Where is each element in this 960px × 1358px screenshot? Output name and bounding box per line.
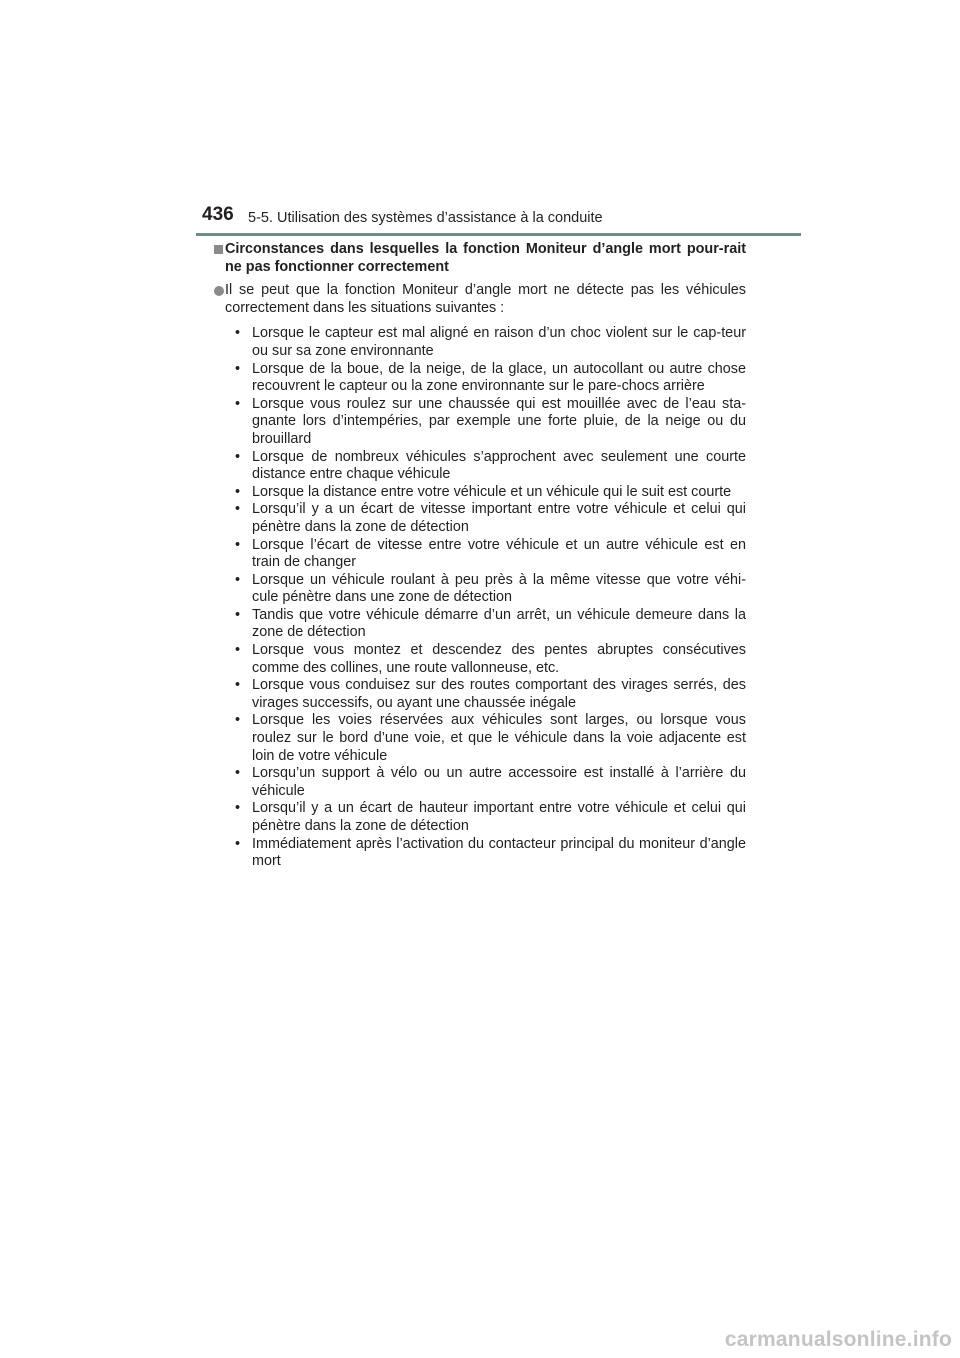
list-item-text: Lorsque l’écart de vitesse entre votre véhicule et un autre véhicule est en train de changer: [252, 536, 746, 571]
list-item: [235, 571, 746, 607]
list-item: [235, 765, 746, 800]
list-item-text: Lorsque le capteur est mal aligné en raison d’un choc violent sur le cap-teur ou sur sa zone environnante: [252, 325, 746, 359]
bullet-icon: •: [235, 677, 241, 694]
list-item-text: Lorsque vous montez et descendez des pentes abruptes consécutives comme des collines, une route vallonneuse, etc.: [252, 642, 746, 676]
bullet-icon: •: [235, 571, 241, 588]
bullet-icon: •: [235, 642, 241, 659]
list-item-text: Lorsqu’un support à vélo ou un autre accessoire est installé à l’arrière du véhicule: [252, 765, 746, 799]
list-item-text: Lorsque les voies réservées aux véhicules sont larges, ou lorsque vous roulez sur le bord d’une voie, et que le véhicule dans la voie adjacente est loin de votre véhicule: [252, 712, 746, 764]
list-item: [235, 448, 746, 484]
bullet-icon: •: [235, 448, 241, 465]
header-divider: [196, 233, 801, 236]
bullet-icon: •: [235, 606, 241, 623]
bullet-icon: •: [235, 712, 241, 729]
circle-bullet-icon: [214, 286, 224, 296]
intro-paragraph: [214, 282, 746, 317]
list-item-text: Lorsque vous roulez sur une chaussée qui est mouillée avec de l’eau sta-gnante lors d’intempéries, par exemple une forte pluie, de la neige ou du brouillard: [252, 395, 746, 447]
list-item-text: Lorsque de la boue, de la neige, de la glace, un autocollant ou autre chose recouvrent le capteur ou la zone environnante sur le pare-chocs arrière: [252, 360, 746, 395]
page-number: 436: [202, 204, 234, 225]
bullet-icon: •: [235, 765, 241, 782]
list-item: [235, 483, 746, 502]
list-item: [235, 395, 746, 449]
watermark-text: carmanualsonline.info: [724, 1328, 952, 1351]
square-bullet-icon: [214, 245, 223, 254]
bullet-icon: •: [235, 395, 241, 412]
bullet-icon: •: [235, 536, 241, 553]
list-item: [235, 606, 746, 642]
section-heading: [214, 241, 746, 276]
list-item: [235, 712, 746, 765]
list-item: [235, 800, 746, 835]
bullet-icon: •: [235, 325, 241, 342]
list-item: [235, 360, 746, 396]
bullet-icon: •: [235, 835, 241, 852]
chapter-title: 5-5. Utilisation des systèmes d’assistance à la conduite: [248, 210, 603, 226]
section-heading-text: Circonstances dans lesquelles la fonction Moniteur d’angle mort pour-rait ne pas fonctionner correctement: [225, 241, 746, 275]
list-item: [235, 501, 746, 536]
list-item-text: Lorsqu’il y a un écart de hauteur important entre votre véhicule et celui qui pénètre dans la zone de détection: [252, 800, 746, 834]
conditions-list: [214, 325, 746, 870]
list-item: [235, 642, 746, 677]
list-item-text: Lorsque vous conduisez sur des routes comportant des virages serrés, des virages successifs, ou ayant une chaussée inégale: [252, 677, 746, 711]
bullet-icon: •: [235, 800, 241, 817]
list-item-text: Immédiatement après l’activation du contacteur principal du moniteur d’angle mort: [252, 835, 746, 870]
list-item: [235, 536, 746, 572]
bullet-icon: •: [235, 360, 241, 377]
list-item-text: Lorsque de nombreux véhicules s’approchent avec seulement une courte distance entre chaque véhicule: [252, 448, 746, 483]
list-item: [235, 835, 746, 871]
list-item-text: Lorsque un véhicule roulant à peu près à la même vitesse que votre véhi-cule pénètre dans une zone de détection: [252, 571, 746, 606]
bullet-icon: •: [235, 483, 241, 500]
bullet-icon: •: [235, 501, 241, 518]
list-item-text: Lorsque la distance entre votre véhicule et un véhicule qui le suit est courte: [252, 483, 732, 500]
list-item-text: Tandis que votre véhicule démarre d’un arrêt, un véhicule demeure dans la zone de détection: [252, 606, 746, 641]
intro-text: Il se peut que la fonction Moniteur d’angle mort ne détecte pas les véhicules correctement dans les situations suivantes :: [225, 282, 746, 316]
list-item-text: Lorsqu’il y a un écart de vitesse important entre votre véhicule et celui qui pénètre dans la zone de détection: [252, 501, 746, 535]
list-item: [235, 325, 746, 360]
page-content: [214, 241, 746, 871]
list-item: [235, 677, 746, 712]
